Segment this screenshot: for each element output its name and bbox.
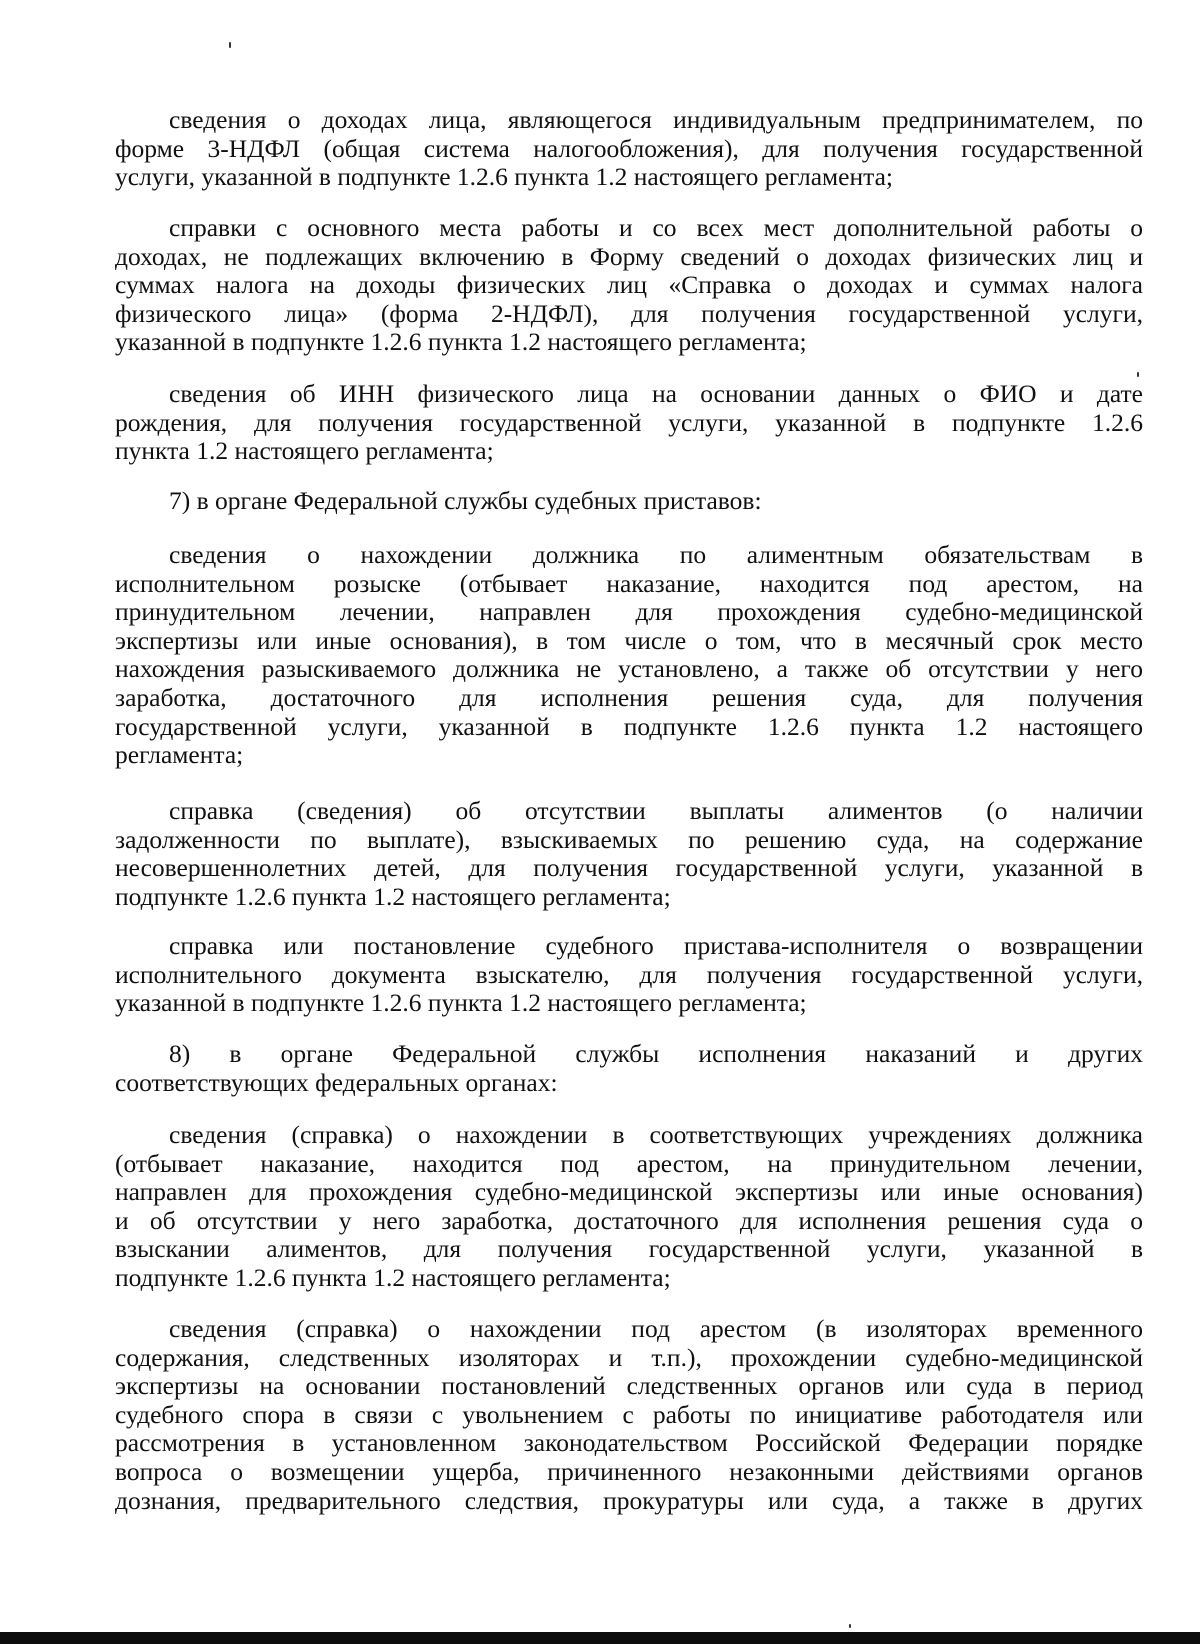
paragraph-employment-certificates — [115, 214, 1143, 357]
scan-speck — [1137, 372, 1139, 377]
text-line: сведения об ИНН физического лица на основании данных о ФИО и дате — [169, 379, 1143, 408]
text-line: и об отсутствии у него заработка, достаточного для исполнения решения суда о — [115, 1205, 1143, 1235]
text-line: судебного спора в связи с увольнением с работы по инициативе работодателя или — [115, 1399, 1143, 1429]
text-line: несовершеннолетних детей, для получения государственной услуги, указанной в — [115, 853, 1143, 883]
text-line: указанной в подпункте 1.2.6 пункта 1.2 настоящего регламента; — [115, 988, 807, 1018]
text-line: справки с основного места работы и со всех мест дополнительной работы о — [169, 213, 1143, 242]
text-line: исполнительного документа взыскателю, для получения государственной услуги, — [115, 959, 1143, 989]
text-line: заработка, достаточного для исполнения решения суда, для получения — [115, 682, 1143, 712]
text-line: 8) в органе Федеральной службы исполнения наказаний и других — [169, 1039, 1143, 1068]
text-line: справка (сведения) об отсутствии выплаты алиментов (о наличии — [169, 796, 1143, 825]
text-line: принудительном лечении, направлен для прохождения судебно-медицинской — [115, 597, 1143, 627]
text-line: суммах налога на доходы физических лиц «Справка о доходах и суммах налога — [115, 270, 1143, 300]
text-line: вопроса о возмещении ущерба, причиненного незаконными действиями органов — [115, 1456, 1143, 1486]
paragraph-income-3ndfl — [115, 106, 1143, 192]
scan-edge-bar — [0, 1632, 1200, 1644]
section-heading-penitentiary — [115, 1040, 1143, 1097]
paragraph-arrest-info — [115, 1315, 1143, 1515]
text-line: 7) в органе Федеральной службы судебных приставов: — [169, 486, 762, 515]
paragraph-inn-info — [115, 380, 1143, 466]
text-line: указанной в подпункте 1.2.6 пункта 1.2 настоящего регламента; — [115, 327, 807, 357]
text-line: нахождения разыскиваемого должника не установлено, а также об отсутствии у него — [115, 654, 1143, 684]
text-line: соответствующих федеральных органах: — [115, 1067, 558, 1097]
text-line: рождения, для получения государственной услуги, указанной в подпункте 1.2.6 — [115, 407, 1143, 437]
text-line: сведения (справка) о нахождении в соответствующих учреждениях должника — [169, 1120, 1143, 1149]
section-heading-bailiffs — [115, 487, 1143, 516]
text-line: доходах, не подлежащих включению в Форму сведений о доходах физических лиц и — [115, 241, 1143, 271]
text-line: исполнительном розыске (отбывает наказание, находится под арестом, на — [115, 568, 1143, 598]
text-line: задолженности по выплате), взыскиваемых по решению суда, на содержание — [115, 824, 1143, 854]
text-line: государственной услуги, указанной в подпункте 1.2.6 пункта 1.2 настоящего — [115, 711, 1143, 741]
text-line: пункта 1.2 настоящего регламента; — [115, 436, 494, 466]
text-line: сведения о доходах лица, являющегося индивидуальным предпринимателем, по — [169, 105, 1143, 134]
text-line: (отбывает наказание, находится под арестом, на принудительном лечении, — [115, 1148, 1143, 1178]
paragraph-debtor-search — [115, 541, 1143, 770]
scan-speck — [849, 1624, 851, 1628]
text-line: содержания, следственных изоляторах и т.п.), прохождении судебно-медицинской — [115, 1342, 1143, 1372]
paragraph-institution-detention — [115, 1121, 1143, 1293]
text-line: подпункте 1.2.6 пункта 1.2 настоящего регламента; — [115, 1262, 671, 1292]
text-line: взыскании алиментов, для получения государственной услуги, указанной в — [115, 1234, 1143, 1264]
text-line: сведения о нахождении должника по алиментным обязательствам в — [169, 540, 1143, 569]
text-line: регламента; — [115, 740, 244, 770]
text-line: услуги, указанной в подпункте 1.2.6 пункта 1.2 настоящего регламента; — [115, 162, 893, 192]
paragraph-bailiff-resolution — [115, 932, 1143, 1018]
text-line: направлен для прохождения судебно-медицинской экспертизы или иные основания) — [115, 1177, 1143, 1207]
text-line: сведения (справка) о нахождении под арестом (в изоляторах временного — [169, 1314, 1143, 1343]
text-line: подпункте 1.2.6 пункта 1.2 настоящего регламента; — [115, 881, 671, 911]
text-line: форме 3-НДФЛ (общая система налогообложения), для получения государственной — [115, 133, 1143, 163]
paragraph-alimony-certificate — [115, 797, 1143, 911]
text-line: экспертизы или иные основания), в том числе о том, что в месячный срок место — [115, 625, 1143, 655]
scan-speck — [229, 42, 231, 48]
text-line: физического лица» (форма 2-НДФЛ), для получения государственной услуги, — [115, 298, 1143, 328]
text-line: экспертизы на основании постановлений следственных органов или суда в период — [115, 1371, 1143, 1401]
text-line: рассмотрения в установленном законодательством Российской Федерации порядке — [115, 1428, 1143, 1458]
text-line: справка или постановление судебного пристава-исполнителя о возвращении — [169, 931, 1143, 960]
text-line: дознания, предварительного следствия, прокуратуры или суда, а также в других — [115, 1485, 1143, 1515]
